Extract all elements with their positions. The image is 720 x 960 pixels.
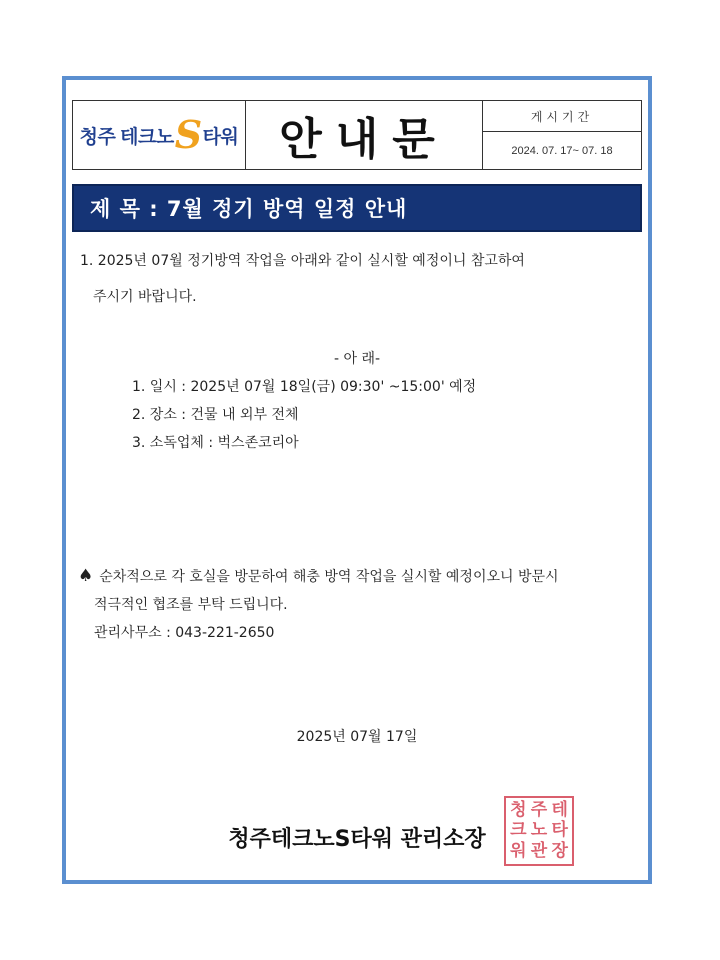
seal-char: 워 <box>510 841 527 862</box>
notice-line-2: 적극적인 협조를 부탁 드립니다. <box>94 597 288 613</box>
notice-line-1 <box>78 566 559 586</box>
posting-period-value: 2024. 07. 17~ 07. 18 <box>511 144 613 157</box>
remark-heading: - 아 래- <box>333 351 381 367</box>
seal-char: 청 <box>510 799 527 820</box>
seal-char: 테 <box>551 799 568 820</box>
seal-char: 관 <box>530 841 548 862</box>
logo-s-mark: S <box>174 112 202 157</box>
body-line-1: 1. 2025년 07월 정기방역 작업을 아래와 같이 실시할 예정이니 참고하여 <box>80 253 525 269</box>
notice-frame <box>62 76 652 884</box>
page-title: 안내문 <box>279 114 449 165</box>
seal-char: 크 <box>510 820 527 841</box>
notice-content <box>66 80 648 880</box>
detail-item-datetime: 1. 일시 : 2025년 07월 18일(금) 09:30' ~15:00' 예정 <box>132 379 477 395</box>
office-contact: 관리사무소 : 043-221-2650 <box>94 625 275 641</box>
seal-char: 타 <box>551 820 568 841</box>
posting-period-label: 게시기간 <box>483 101 641 132</box>
logo-prefix: 청주 테크노 <box>79 126 174 148</box>
seal-char: 주 <box>530 799 548 820</box>
seal-char: 노 <box>530 820 548 841</box>
detail-item-location: 2. 장소 : 건물 내 외부 전체 <box>132 407 299 423</box>
issue-date: 2025년 07월 17일 <box>296 729 418 745</box>
detail-item-vendor: 3. 소독업체 : 벅스존코리아 <box>132 435 299 451</box>
seal-char: 장 <box>551 841 568 862</box>
body-line-1-continued: 주시기 바랍니다. <box>93 289 197 305</box>
logo-suffix: 타워 <box>202 126 239 148</box>
official-seal-stamp <box>504 796 574 866</box>
subject-text: 제 목 : 7월 정기 방역 일정 안내 <box>90 197 408 221</box>
notice-line-1-text: 순차적으로 각 호실을 방문하여 해충 방역 작업을 실시할 예정이오니 방문시 <box>99 569 559 585</box>
signature-line: 청주테크노S타워 관리소장 <box>228 827 486 852</box>
spade-icon: ♠ <box>78 566 94 586</box>
